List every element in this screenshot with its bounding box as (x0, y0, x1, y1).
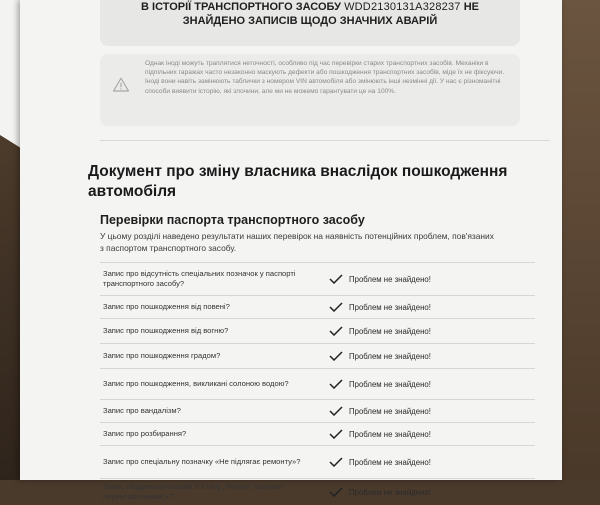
check-label: Запис про пошкодження від повені? (103, 302, 230, 311)
check-status-text: Проблем не знайдено! (349, 302, 431, 312)
check-row (100, 262, 535, 295)
checks-table (100, 262, 535, 505)
check-status-text: Проблем не знайдено! (349, 457, 431, 467)
checkmark-icon (329, 457, 343, 467)
warning-triangle-icon (112, 76, 130, 94)
checkmark-icon (329, 379, 343, 389)
check-status (329, 406, 431, 416)
checkmark-icon (329, 274, 343, 284)
result-banner (100, 0, 520, 46)
checkmark-icon (329, 429, 343, 439)
check-label: Запис про розбирання? (103, 429, 187, 438)
check-label: Запис про пошкодження градом? (103, 351, 221, 360)
check-label: Запис про відсутність спеціальних позначок у паспорті транспортного засобу? (103, 269, 296, 288)
result-line-2: ЗНАЙДЕНО ЗАПИСІВ ЩОДО ЗНАЧНИХ АВАРІЙ (182, 15, 438, 27)
check-row (100, 343, 535, 368)
document-title: Документ про зміну власника внаслідок пошкодження автомобіля (88, 163, 508, 200)
check-status-text: Проблем не знайдено! (349, 487, 431, 497)
check-status (329, 302, 431, 312)
checkmark-icon (329, 487, 343, 497)
result-suffix: НЕ (463, 1, 479, 13)
check-status (329, 274, 431, 284)
checkmark-icon (329, 326, 343, 336)
check-row (100, 445, 535, 478)
checkmark-icon (329, 351, 343, 361)
check-status-text: Проблем не знайдено! (349, 351, 431, 361)
divider (100, 140, 550, 141)
check-status-text: Проблем не знайдено! (349, 429, 431, 439)
warning-box (100, 54, 520, 126)
check-status (329, 379, 431, 389)
result-line-1 (100, 0, 520, 14)
check-status-text: Проблем не знайдено! (349, 274, 431, 284)
check-label: Запис про пошкодження, викликані солоною водою? (103, 379, 289, 388)
check-row (100, 399, 535, 422)
check-row (100, 422, 535, 445)
check-status (329, 326, 431, 336)
vin-number: WDD2130131A328237 (344, 1, 461, 13)
check-status (329, 429, 431, 439)
check-status-text: Проблем не знайдено! (349, 379, 431, 389)
check-status (329, 457, 431, 467)
check-label: Запис про спеціальну позначку «Не підлягає ремонту»? (103, 457, 301, 466)
check-status-text: Проблем не знайдено! (349, 406, 431, 416)
check-row (100, 318, 535, 343)
check-row (100, 478, 535, 505)
check-row (100, 368, 535, 399)
check-status-text: Проблем не знайдено! (349, 326, 431, 336)
section-description: У цьому розділі наведено результати наших перевірок на наявність потенційних проблем, пов'язаних з паспортом транспортного засобу. (100, 231, 494, 253)
check-status (329, 487, 431, 497)
document-page (20, 0, 562, 501)
check-label: Запис «Відремонтований зі стану „Ремонт визнано нерентабельним"»? (103, 482, 283, 501)
checkmark-icon (329, 302, 343, 312)
checkmark-icon (329, 406, 343, 416)
check-status (329, 351, 431, 361)
result-prefix: В ІСТОРІЇ ТРАНСПОРТНОГО ЗАСОБУ (141, 1, 342, 13)
section-title: Перевірки паспорта транспортного засобу (100, 213, 365, 227)
check-label: Запис про пошкодження від вогню? (103, 326, 229, 335)
warning-text: Однак іноді можуть траплятися неточності, особливо під час перевірки старих транспортних засобів. Механіки в підпільних гаражах часто незаконно маскують дефекти або пошкодження транспортних засобів, міде їх не фіксуючи. Іноді вони навіть замінюють таблички з номером VIN автомобіля або змінюють інші незмінні дії. У нас є різноманітні способи виявити історію, які злочини, але ми не можемо гарантувати це на 100%. (145, 60, 505, 95)
check-label: Запис про вандалізм? (103, 406, 181, 415)
check-row (100, 295, 535, 318)
